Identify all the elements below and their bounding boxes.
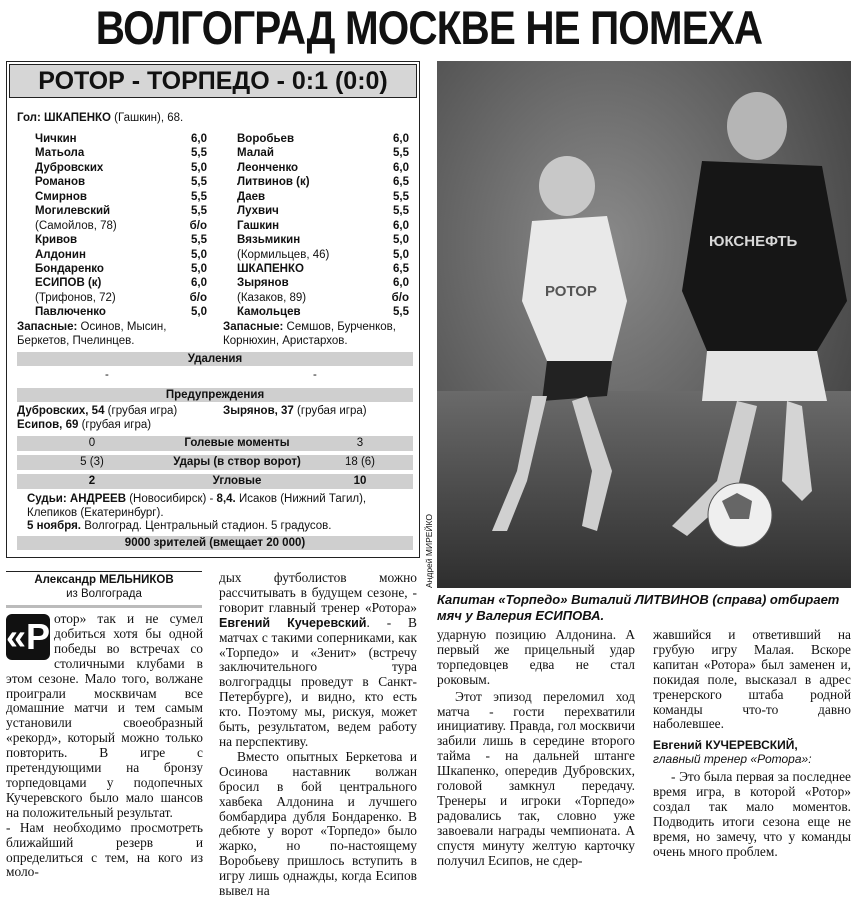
away-reserves bbox=[223, 320, 419, 348]
player-rating: 5,5 bbox=[393, 190, 409, 203]
player-name: Леонченко bbox=[237, 161, 299, 174]
goal-line bbox=[17, 111, 183, 125]
player-name: Чичкин bbox=[35, 133, 77, 145]
player-name: Смирнов bbox=[35, 190, 87, 203]
player-name: Зырянов bbox=[237, 277, 289, 290]
player-name: Малай bbox=[237, 147, 274, 160]
player-rating: 5,0 bbox=[191, 262, 207, 275]
photo-caption: Капитан «Торпедо» Виталий ЛИТВИНОВ (справа) отбирает мяч у Валерия ЕСИПОВА. bbox=[437, 592, 840, 623]
player-name: Воробьев bbox=[237, 133, 295, 145]
player-rating: 5,5 bbox=[191, 147, 207, 160]
home-reserves-list: Осинов, Мысин, Беркетов, Пчелинцев. bbox=[17, 321, 167, 347]
article-column-3 bbox=[437, 628, 635, 869]
article-paragraph: Этот эпизод переломил ход матча - гости перехватили инициативу. Правда, гол москвичи забили лишь в середине второго тайма - на дальней штанге Шкапенко, опередив Дубровских, головой замкнул передачу. Тренеры и игроки «Торпедо» радовались так, словно уже завоевали награды чемпионата. А спустя минуту желтую карточку получил Есипов, не сдер- bbox=[437, 688, 635, 868]
jersey-text-dark: ЮКСНЕФТЬ bbox=[709, 233, 798, 250]
player-rating: 5,5 bbox=[191, 176, 207, 189]
match-score: РОТОР - ТОРПЕДО - 0:1 (0:0) bbox=[9, 64, 417, 98]
lineup-row bbox=[35, 146, 207, 160]
author: Александр МЕЛЬНИКОВ bbox=[34, 574, 174, 586]
sendoffs-home: - bbox=[105, 369, 109, 381]
lineup-row bbox=[35, 204, 207, 218]
lineup-row bbox=[237, 219, 409, 233]
sendoffs-away: - bbox=[313, 369, 317, 381]
player-name: Алдонин bbox=[35, 248, 86, 261]
player-rating: 6,0 bbox=[393, 219, 409, 232]
lineup-row bbox=[237, 291, 409, 305]
player-name: (Самойлов, 78) bbox=[35, 219, 117, 232]
article-paragraph: - Нам необходимо просмотреть ближайший резерв и определиться с тем, на кого из моло- bbox=[6, 819, 203, 880]
player-rating: 5,5 bbox=[191, 190, 207, 203]
caution-away-1: Зырянов, 37 (грубая игра) bbox=[223, 405, 367, 417]
photo-credit: Андрей МИРЕЙКО bbox=[424, 514, 434, 588]
player-name: Дубровских bbox=[35, 161, 104, 174]
lineup-row bbox=[237, 305, 409, 319]
player-rating: 5,0 bbox=[191, 248, 207, 261]
lineup-row bbox=[35, 305, 207, 319]
player-name: Гашкин bbox=[237, 219, 280, 232]
stat-row-chances: 0 Голевые моменты 3 bbox=[17, 436, 413, 451]
player-rating: б/о bbox=[189, 219, 207, 232]
lineup-row bbox=[35, 132, 207, 146]
goal-scorer: ШКАПЕНКО bbox=[44, 112, 111, 124]
player-rating: 6,5 bbox=[393, 176, 409, 189]
player-rating: 6,5 bbox=[393, 262, 409, 275]
match-stats-box bbox=[6, 61, 420, 558]
lineup-row bbox=[35, 161, 207, 175]
player-rating: 5,5 bbox=[393, 147, 409, 160]
stat-row-shots: 5 (3) Удары (в створ ворот) 18 (6) bbox=[17, 455, 413, 470]
player-name: Даев bbox=[237, 190, 266, 203]
lineup-row bbox=[237, 190, 409, 204]
lineup-row bbox=[237, 204, 409, 218]
cautions-title: Предупреждения bbox=[17, 388, 413, 402]
attendance: 9000 зрителей (вмещает 20 000) bbox=[17, 536, 413, 550]
byline-rule bbox=[6, 571, 202, 572]
player-rating: 5,0 bbox=[393, 234, 409, 247]
player-name: (Кормильцев, 46) bbox=[237, 248, 330, 261]
player-name: Литвинов (к) bbox=[237, 176, 310, 189]
article-paragraph: жавшийся и ответивший на грубую игру Малая. Вскоре капитан «Ротора» был заменен и, покидая поле, высказал в адрес тренерского штаба родной команды что-то давно наболевшее. bbox=[653, 627, 851, 732]
player-name: Камольцев bbox=[237, 306, 301, 319]
lineup-row bbox=[237, 262, 409, 276]
article-paragraph: Вместо опытных Беркетова и Осинова наставник волжан бросил в бой центрального хавбека Алдонина и лучшего бомбардира дубля Бондаренко. В дебюте у ворот «Торпедо» было жарко, но по-настоящему Воробьеву пришлось вступить в игру лишь однажды, когда Есипов вывел на bbox=[219, 748, 417, 899]
lineup-row bbox=[237, 132, 409, 146]
author-location: из Волгограда bbox=[66, 588, 142, 600]
player-name: Лухвич bbox=[237, 205, 279, 218]
jersey-text-white: РОТОР bbox=[545, 283, 597, 300]
player-rating: 6,0 bbox=[191, 133, 207, 145]
player-name: Павлюченко bbox=[35, 306, 106, 319]
drop-cap: «Р bbox=[6, 614, 50, 660]
player-rating: 5,5 bbox=[393, 205, 409, 218]
caution-home-2: Есипов, 69 (грубая игра) bbox=[17, 419, 152, 431]
lineup-row bbox=[35, 248, 207, 262]
match-photo-illustration bbox=[437, 61, 851, 588]
player-rating: 5,0 bbox=[191, 161, 207, 174]
venue: 5 ноября. Волгоград. Центральный стадион. 5 градусов. bbox=[27, 520, 332, 532]
away-reserves-list: Семшов, Бурченков, Корнюхин, Аристархов. bbox=[223, 321, 396, 347]
lineup-row bbox=[237, 276, 409, 290]
player-rating: 5,5 bbox=[393, 306, 409, 319]
sendoffs-title: Удаления bbox=[17, 352, 413, 366]
player-rating: 5,0 bbox=[393, 248, 409, 261]
article-column-1 bbox=[6, 612, 203, 880]
player-rating: 6,0 bbox=[393, 133, 409, 145]
caution-home-1: Дубровских, 54 (грубая игра) bbox=[17, 405, 178, 417]
lineup-row bbox=[237, 233, 409, 247]
goal-label: Гол: bbox=[17, 112, 41, 124]
player-rating: 6,0 bbox=[191, 277, 207, 290]
lineup-row bbox=[35, 291, 207, 305]
lineup-row bbox=[237, 248, 409, 262]
player-rating: 6,0 bbox=[393, 161, 409, 174]
lineup-row bbox=[35, 276, 207, 290]
lineup-row bbox=[237, 146, 409, 160]
player-name: (Казаков, 89) bbox=[237, 291, 307, 304]
byline bbox=[6, 571, 202, 608]
home-lineup bbox=[35, 132, 207, 320]
player-name: ЕСИПОВ (к) bbox=[35, 277, 102, 290]
article-column-4 bbox=[653, 628, 851, 860]
player-rating: 5,5 bbox=[191, 205, 207, 218]
player-name: Бондаренко bbox=[35, 262, 104, 275]
player-rating: 6,0 bbox=[393, 277, 409, 290]
player-name: Кривов bbox=[35, 234, 78, 247]
goal-minute: 68. bbox=[167, 112, 184, 124]
player-rating: 5,5 bbox=[191, 234, 207, 247]
byline-divider bbox=[6, 605, 202, 608]
stat-row-corners: 2 Угловые 10 bbox=[17, 474, 413, 489]
lineup-row bbox=[35, 219, 207, 233]
article-paragraph: «Р отор» так и не сумел добиться хотя бы одной победы во встречах со столичными клубами в этом сезоне. Мало того, волжане проиграли москвичам все домашние матчи и тем самым установили своеобразный «рекорд», который можно только повторить. В игре с претендующими на бронзу торпедовцами у подопечных Кучеревского было мало шансов на положительный результат. bbox=[6, 611, 203, 820]
lineup-row bbox=[35, 233, 207, 247]
lineup-row bbox=[237, 161, 409, 175]
lineup-row bbox=[35, 190, 207, 204]
player-name: (Трифонов, 72) bbox=[35, 291, 116, 304]
player-name: Вязьмикин bbox=[237, 234, 301, 247]
player-rating: 5,0 bbox=[191, 306, 207, 319]
player-name: ШКАПЕНКО bbox=[237, 262, 304, 275]
article-paragraph: ударную позицию Алдонина. А первый же прицельный удар торпедовцев едва не стал роковым. bbox=[437, 627, 635, 687]
player-rating: б/о bbox=[391, 291, 409, 304]
headline: ВОЛГОГРАД МОСКВЕ НЕ ПОМЕХА bbox=[95, 1, 763, 54]
coach-name: Евгений Кучеревский bbox=[219, 615, 367, 630]
player-name: Могилевский bbox=[35, 205, 111, 218]
home-reserves bbox=[17, 320, 217, 348]
referees: Судьи: АНДРЕЕВ (Новосибирск) - 8,4. Исаков (Нижний Тагил), Клепиков (Екатеринбург). bbox=[27, 493, 367, 519]
article-paragraph: - Это была первая за последнее время игра, в которой «Ротор» создал так мало моментов. Подводить итоги сезона еще не время, но замечу, что у команды очень много проблем. bbox=[653, 769, 851, 859]
player-name: Романов bbox=[35, 176, 86, 189]
player-name: Матьола bbox=[35, 147, 85, 160]
away-lineup bbox=[237, 132, 409, 320]
reserves-label: Запасные: bbox=[17, 321, 78, 333]
quote-attribution: Евгений КУЧЕРЕВСКИЙ, главный тренер «Ротора»: bbox=[653, 738, 812, 767]
lineup-row bbox=[237, 175, 409, 189]
article-column-2 bbox=[219, 571, 417, 899]
goal-assist: (Гашкин), bbox=[114, 112, 165, 124]
lineup-row bbox=[35, 175, 207, 189]
player-rating: б/о bbox=[189, 291, 207, 304]
article-paragraph: дых футболистов можно рассчитывать в будущем сезоне, - говорит главный тренер «Ротора» Евгений Кучеревский. - В матчах с такими соперниками, как «Торпедо» и «Зенит» (встречу заключительного тура волгоградцы проведут в Санкт-Петербурге), и видно, кто есть кто. Поэтому мы, рискуя, может быть, результатом, ведем работу на перспективу. bbox=[219, 570, 417, 749]
reserves-label: Запасные: bbox=[223, 321, 284, 333]
match-photo bbox=[437, 61, 851, 588]
lineup-row bbox=[35, 262, 207, 276]
